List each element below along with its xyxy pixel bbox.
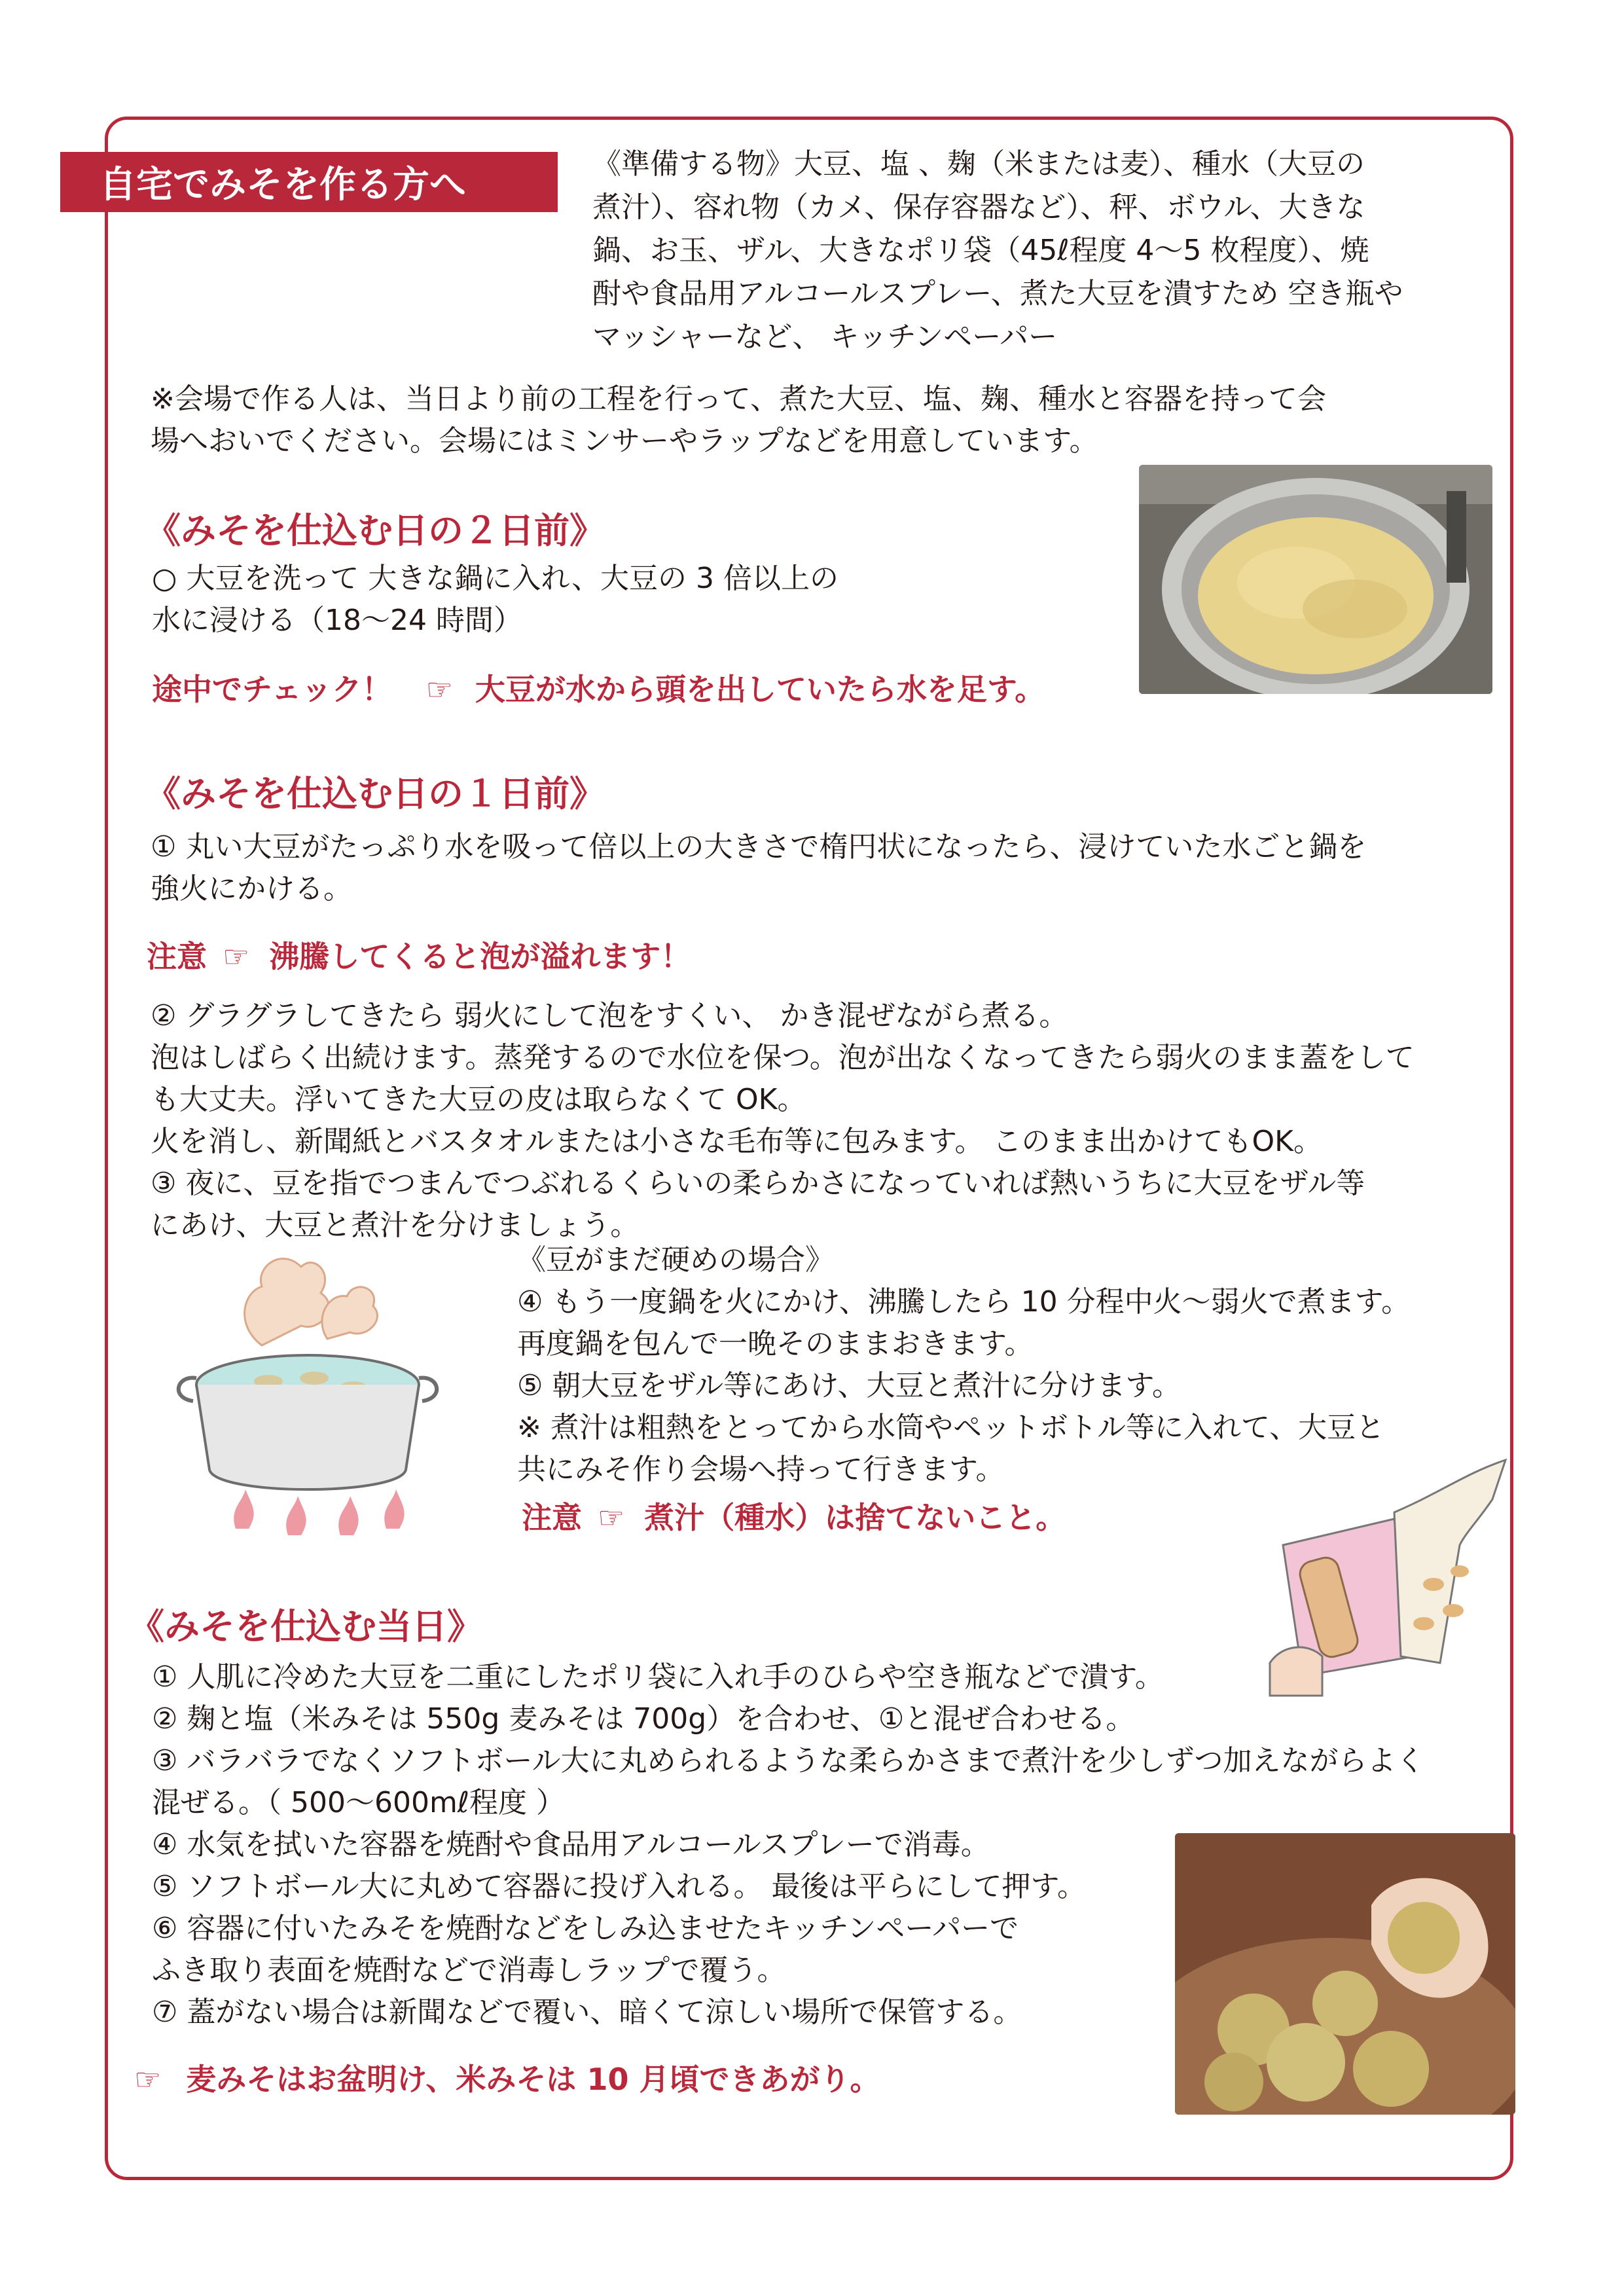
page-title-text: 自宅でみそを作る方へ [99,164,466,206]
heading-one-day-before: 《みそを仕込む日の１日前》 [145,773,605,814]
one-day-step-1: ① 丸い大豆がたっぷり水を吸って倍以上の大きさで楕円状になったら、浸けていた水ごと鍋を 強火にかける。 [151,830,1367,905]
ready-timing-text: 麦みそはお盆明け、米みそは 10 月頃できあがり。 [186,2062,880,2097]
check-text: 大豆が水から頭を出していたら水を足す。 [475,672,1045,707]
caution-text: 沸騰してくると泡が溢れます！ [269,939,691,974]
pointing-hand-icon: ☞ [134,2062,162,2097]
caution2-text: 煮汁（種水）は捨てないこと。 [644,1500,1066,1535]
heading-two-days-before: 《みそを仕込む日の２日前》 [145,510,605,551]
caution-label: 注意 [147,939,207,974]
pointing-hand-icon: ☞ [598,1500,625,1535]
pointing-hand-icon: ☞ [425,672,453,707]
caution2-label: 注意 [522,1500,582,1535]
boil-over-warning [147,933,691,976]
soaking-beans-photo [1139,465,1492,694]
ready-timing-note [134,2056,880,2099]
check-warning [152,666,1045,709]
two-days-instructions: ○ 大豆を洗って 大きな鍋に入れ、大豆の 3 倍以上の 水に浸ける（18〜24 時間） [152,562,839,637]
miso-balls-photo [1175,1833,1515,2115]
page-title [60,152,558,212]
hard-beans-instructions: 《豆がまだ硬めの場合》 ④ もう一度鍋を火にかけ、沸騰したら 10 分程中火〜弱火で煮ます。 再度鍋を包んで一晩そのままおきます。 ⑤ 朝大豆をザル等にあけ、大豆と煮汁に分けます。 ※ 煮汁は粗熱をとってから水筒やペットボトル等に入れて、大豆と 共にみそ作り会場へ持って行きます。 [517,1243,1411,1486]
prep-list: 《準備する物》大豆、塩 、麹（米または麦）、種水（大豆の 煮汁）、容れ物（カメ、保存容器など）、秤、ボウル、大きな 鍋、お玉、ザル、大きなポリ袋（45ℓ程度 4〜5 枚程度）、焼 酎や食品用アルコールスプレー、煮た大豆を潰すため 空き瓶や マッシャーなど、 キッチンペーパー [592,147,1403,354]
pointing-hand-icon: ☞ [223,939,250,974]
check-label: 途中でチェック！ [152,672,392,707]
one-day-steps-2-3: ② グラグラしてきたら 弱火にして泡をすくい、 かき混ぜながら煮る。 泡はしばらく出続けます。蒸発するので水位を保つ。泡が出なくなってきたら弱火のまま蓋をして も大丈夫。浮いてきた大豆の皮は取らなくて OK。 火を消し、新聞紙とバスタオルまたは小さな毛布等に包みます。 このまま出かけてもOK。 ③ 夜に、豆を指でつまんでつぶれるくらいの柔らかさになっていれば熱いうちに大豆をザル等 にあけ、大豆と煮汁を分けましょう。 [151,999,1415,1242]
boiling-pot-illustration [164,1247,452,1555]
venue-note: ※会場で作る人は、当日より前の工程を行って、煮た大豆、塩、麹、種水と容器を持って会 場へおいでください。会場にはミンサーやラップなどを用意しています。 [151,382,1326,458]
heading-same-day: 《みそを仕込む当日》 [129,1606,482,1647]
keep-broth-warning [522,1494,1066,1537]
same-day-steps: ① 人肌に冷めた大豆を二重にしたポリ袋に入れ手のひらや空き瓶などで潰す。 ② 麹と塩（米みそは 550g 麦みそは 700g）を合わせ、①と混ぜ合わせる。 ③ バラバラでなくソフトボール大に丸められるような柔らかさまで煮汁を少しずつ加えながらよく 混ぜる。（ 500〜600mℓ程度 ） ④ 水気を拭いた容器を焼酎や食品用アルコールスプレーで消毒。 ⑤ ソフトボール大に丸めて容器に投げ入れる。 最後は平らにして押す。 ⑥ 容器に付いたみそを焼酎などをしみ込ませたキッチンペーパーで ふき取り表面を焼酎などで消毒しラップで覆う。 ⑦ 蓋がない場合は新聞などで覆い、暗くて涼しい場所で保管する。 [152,1660,1425,2029]
